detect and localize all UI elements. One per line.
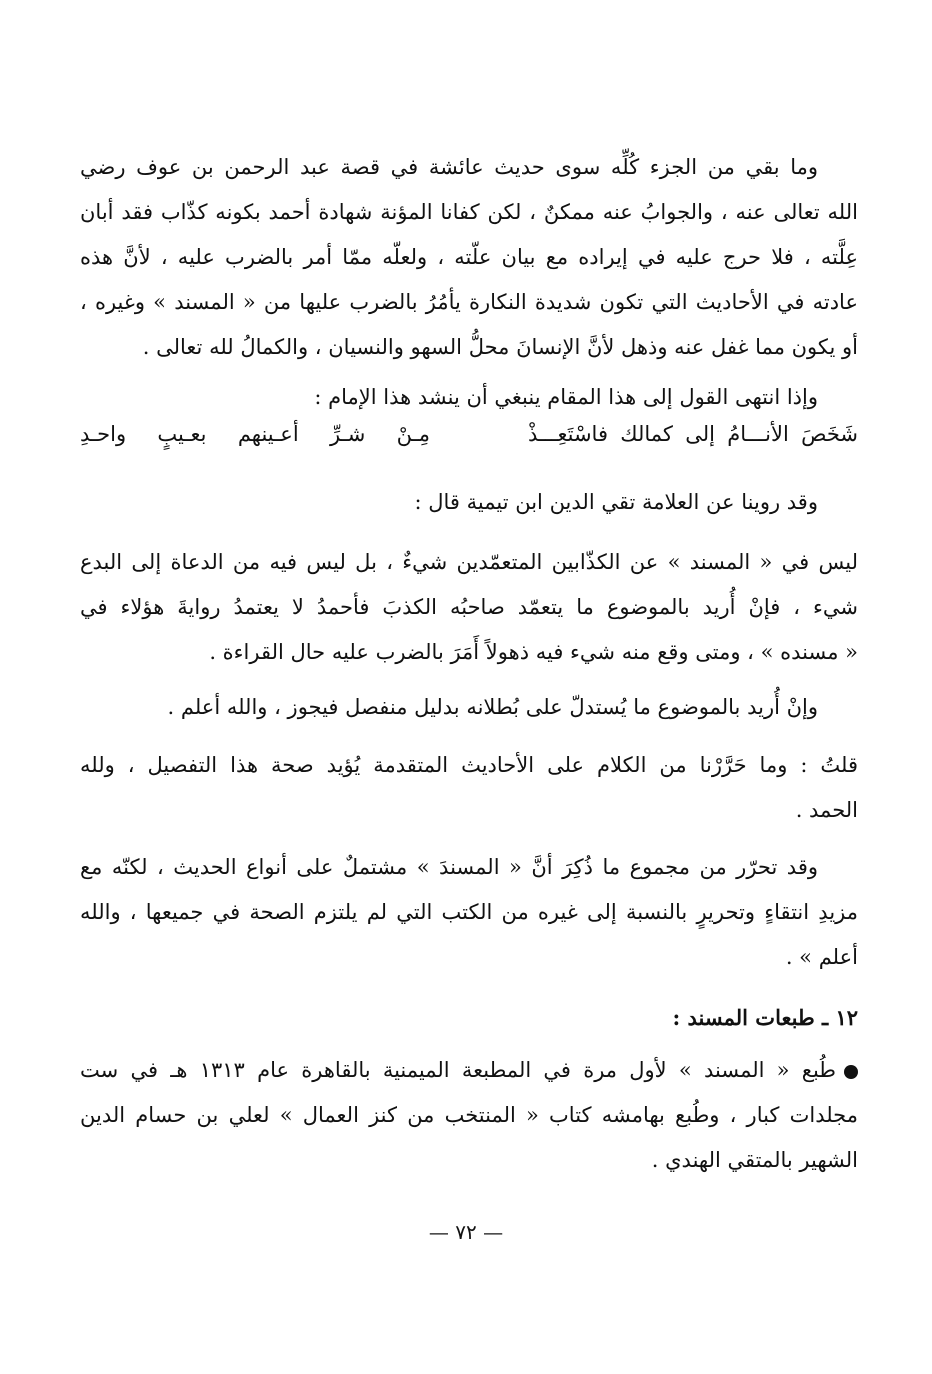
- section-heading: ١٢ ـ طبعات المسند :: [672, 1005, 858, 1030]
- paragraph-conclusion: [80, 845, 858, 980]
- paragraph-author-comment: [80, 743, 858, 833]
- text-line: الحمد .: [795, 798, 858, 822]
- text-line: وإذا انتهى القول إلى هذا المقام ينبغي أن ينشد هذا الإمام :: [314, 385, 818, 409]
- paragraph-first-edition: [80, 1048, 858, 1183]
- text-line: الشهير بالمتقي الهندي .: [651, 1148, 858, 1172]
- poem-verse: [80, 422, 858, 462]
- text-line: وما بقي من الجزء كُلِّه سوى حديث عائشة في قصة عبد الرحمن بن عوف رضي: [80, 155, 818, 179]
- text-line: عادته في الأحاديث التي تكون شديدة النكارة يأمُرُ بالضرب عليها من « المسند » وغيره ،: [80, 290, 858, 314]
- text-line: وقد روينا عن العلامة تقي الدين ابن تيمية قال :: [414, 490, 818, 514]
- page-body: [80, 0, 858, 1374]
- text-line: مجلدات كبار ، وطُبع بهامشه كتاب « المنتخب من كنز العمال » لعلي بن حسام الدين: [80, 1103, 858, 1127]
- text-line: وقد تحرّر من مجموع ما ذُكِرَ أنَّ « المسندَ » مشتملٌ على أنواع الحديث ، لكنّه مع: [80, 855, 818, 879]
- text-line: وإنْ أُريد بالموضوع ما يُستدلّ على بُطلانه بدليل منفصل فيجوز ، والله أعلم .: [167, 695, 818, 719]
- text-line: « مسنده » ، ومتى وقع منه شيء فيه ذهولاً أَمَرَ بالضرب عليه حال القراءة .: [209, 640, 858, 664]
- text-line: أعلم » .: [785, 945, 858, 969]
- text-line: الله تعالى عنه ، والجوابُ عنه ممكنٌ ، لكن كفانا المؤنة شهادة أحمد بكونه كذّاب فقد أبان: [80, 200, 858, 224]
- verse-second-hemistich: مِـنْ شـرِّ أعـينهم بعـيبٍ واحـدِ: [80, 422, 430, 446]
- page-number: — ٧٢ —: [428, 1220, 504, 1244]
- paragraph-mawdu-definition: [80, 685, 858, 730]
- text-line: شيء ، فإنْ أُريد بالموضوع ما يتعمّد صاحبُه الكذبَ فأحمدُ لا يعتمدُ روايةَ هؤلاء في: [80, 595, 858, 619]
- bullet-icon: [844, 1065, 858, 1079]
- paragraph-ibn-taymiyya-quote: [80, 540, 858, 675]
- text-line: أو يكون مما غفل عنه وذهل لأنَّ الإنسانَ محلُّ السهو والنسيان ، والكمالُ لله تعالى .: [142, 335, 858, 359]
- text-line: مزيدِ انتقاءٍ وتحريرٍ بالنسبة إلى غيره من الكتب التي لم يلتزم الصحة في جميعها ، والله: [80, 900, 858, 924]
- verse-first-hemistich: شَخَصَ الأنـــامُ إلى كمالك فاسْتَعِـــذْ: [528, 422, 858, 446]
- paragraph-ibn-taymiyya-intro: [80, 480, 858, 525]
- text-line: [80, 1048, 858, 1093]
- paragraph-musnad-review: [80, 145, 858, 370]
- text-span: طُبع « المسند » لأول مرة في المطبعة الميمنية بالقاهرة عام ١٣١٣ هـ في ست: [80, 1058, 836, 1082]
- paragraph-poem-intro: [80, 375, 858, 420]
- text-line: عِلَّته ، فلا حرج عليه في إيراده مع بيان علّته ، ولعلّه ممّا أمر بالضرب عليه ، لأنَّ هذه: [80, 245, 858, 269]
- text-line: قلتُ : وما حَرَّرْنا من الكلام على الأحاديث المتقدمة يُؤيد صحة هذا التفصيل ، ولله: [80, 753, 858, 777]
- text-line: ليس في « المسند » عن الكذّابين المتعمّدين شيءٌ ، بل ليس فيه من الدعاة إلى البدع: [80, 550, 858, 574]
